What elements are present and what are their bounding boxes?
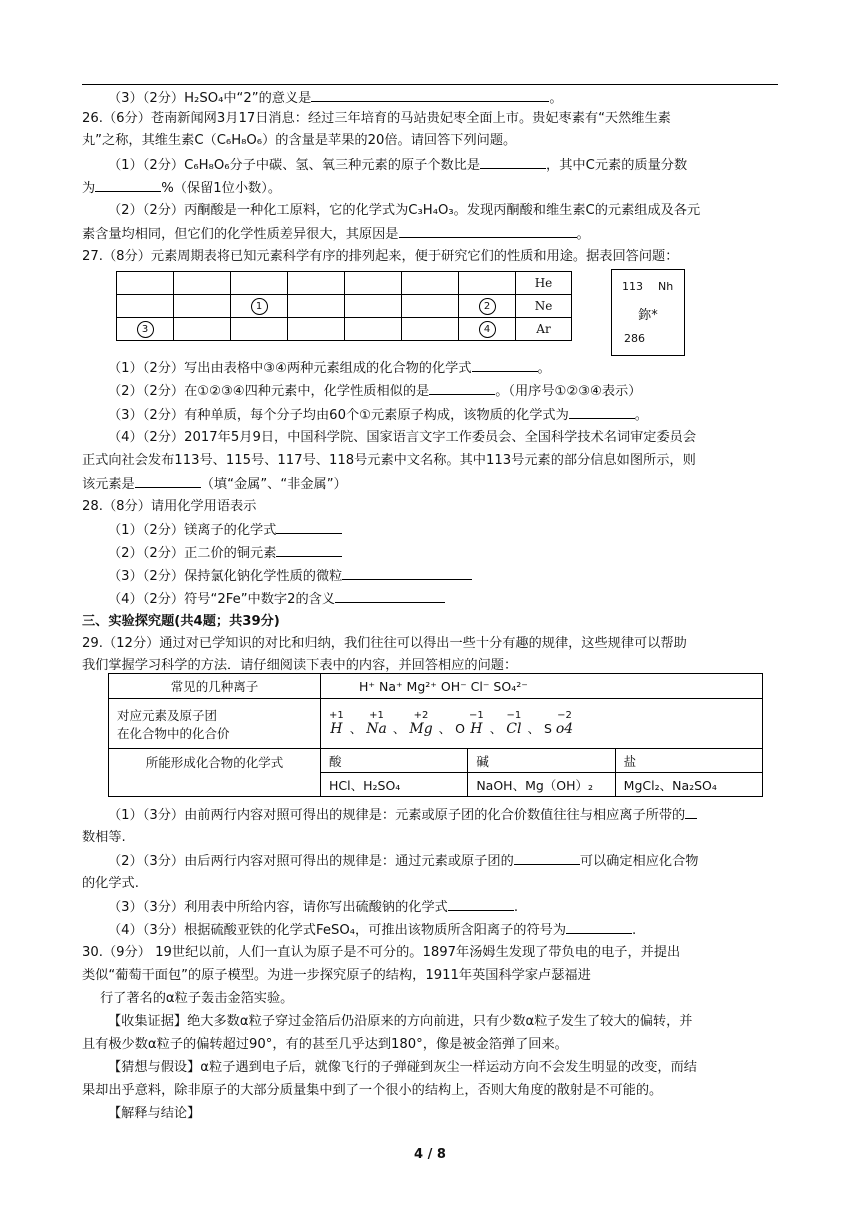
- col-salt: 盐: [615, 749, 762, 773]
- page-number: 4 / 8: [414, 1147, 446, 1162]
- q29-1-a: （1）（3分）由前两行内容对照可得出的规律是：元素或原子团的化合价数值往往与相应离子所带的: [108, 805, 697, 826]
- base-formulas: NaOH、Mg（OH）₂: [468, 773, 615, 797]
- q26-1-a: （1）（2分）C₆H₈O₆分子中碳、氢、氧三种元素的原子个数比是 ，其中C元素的质量分数: [108, 155, 687, 176]
- q26-stem-a: 26.（6分）苍南新闻网3月17日消息：经过三年培育的马站贵妃枣全面上市。贵妃枣素有“天然维生素: [82, 111, 671, 126]
- q26-2-a: （2）（2分）丙酮酸是一种化工原料，它的化学式为C₃H₄O₃。发现丙酮酸和维生素C的元素组成及各元: [108, 203, 701, 218]
- compound-row-head: 所能形成化合物的化学式: [109, 749, 321, 797]
- q30-h: 【解释与结论】: [108, 1106, 201, 1121]
- q27-2: （2）（2分）在①②③④四种元素中，化学性质相似的是 。（用序号①②③④表示）: [108, 381, 641, 402]
- element-ne: Ne: [516, 295, 572, 318]
- q27-3: （3）（2分）有种单质，每个分子均由60个①元素原子构成，该物质的化学式为 。: [108, 405, 648, 426]
- ion-table: [108, 673, 763, 797]
- atomic-mass: 286: [624, 332, 645, 345]
- q27-4-c: 该元素是 （填“金属”、“非金属”）: [82, 474, 347, 495]
- header-rule: [82, 84, 778, 85]
- mark-3: 3: [117, 318, 174, 341]
- q30-f: 【猜想与假设】α粒子遇到电子后，就像飞行的子弹碰到灰尘一样运动方向不会发生明显的改变，而结: [108, 1060, 697, 1075]
- q30-g: 果却出乎意料，除非原子的大部分质量集中到了一个很小的结构上，否则大角度的散射是不可能的。: [82, 1083, 663, 1098]
- q28-4: （4）（2分）符号“2Fe”中数字2的含义: [108, 589, 445, 610]
- col-acid: 酸: [321, 749, 468, 773]
- q28-1: （1）（2分）镁离子的化学式: [108, 520, 342, 541]
- mark-1: 1: [231, 295, 288, 318]
- acid-formulas: HCl、H₂SO₄: [321, 773, 468, 797]
- q27-1: （1）（2分）写出由表格中③④两种元素组成的化合物的化学式 。: [108, 358, 551, 379]
- periodic-table-fragment: [116, 271, 572, 341]
- ion-row-values: H⁺ Na⁺ Mg²⁺ OH⁻ Cl⁻ SO₄²⁻: [321, 674, 763, 699]
- col-base: 碱: [468, 749, 615, 773]
- element-name: 鉨*: [638, 308, 658, 323]
- q30-a: 30.（9分） 19世纪以前，人们一直认为原子是不可分的。1897年汤姆生发现了带负电的电子，并提出: [82, 945, 681, 960]
- q28-2: （2）（2分）正二价的铜元素: [108, 543, 342, 564]
- element-ar: Ar: [516, 318, 572, 341]
- atomic-number: 113: [622, 280, 643, 293]
- q29-2-b: 的化学式.: [82, 876, 139, 891]
- mark-4: 4: [459, 318, 516, 341]
- salt-formulas: MgCl₂、Na₂SO₄: [615, 773, 762, 797]
- q28-3: （3）（2分）保持氯化钠化学性质的微粒: [108, 566, 472, 587]
- valence-row-head: 对应元素及原子团 在化合物中的化合价: [109, 699, 321, 749]
- element-symbol: Nh: [658, 280, 674, 293]
- q29-1-b: 数相等.: [82, 830, 126, 845]
- element-he: He: [516, 272, 572, 295]
- section-3-title: 三、实验探究题(共4题；共39分): [82, 614, 280, 629]
- q29-4: （4）（3分）根据硫酸亚铁的化学式FeSO₄，可推出该物质所含阳离子的符号为 .: [108, 920, 636, 941]
- q28-stem: 28.（8分）请用化学用语表示: [82, 499, 257, 514]
- q27-4-b: 正式向社会发布113号、115号、117号、118号元素中文名称。其中113号元素的部分信息如图所示，则: [82, 453, 696, 468]
- q26-1-b: 为 %（保留1位小数）。: [82, 178, 281, 199]
- q29-stem-a: 29.（12分）通过对已学知识的对比和归纳，我们往往可以得出一些十分有趣的规律，这些规律可以帮助: [82, 636, 687, 651]
- q26-stem-b: 丸”之称，其维生素C（C₆H₈O₆）的含量是苹果的20倍。请回答下列问题。: [82, 133, 517, 148]
- q30-c: 行了著名的α粒子轰击金箔实验。: [100, 991, 294, 1006]
- q26-2-b: 素含量均相同，但它们的化学性质差异很大，其原因是 。: [82, 224, 590, 245]
- q30-b: 类似“葡萄干面包”的原子模型。为进一步探究原子的结构，1911年英国科学家卢瑟福进: [82, 968, 591, 983]
- q27-4-a: （4）（2分）2017年5月9日，中国科学院、国家语言文字工作委员会、全国科学技术名词审定委员会: [108, 430, 697, 445]
- ion-row-head: 常见的几种离子: [109, 674, 321, 699]
- q30-e: 且有极少数α粒子的偏转超过90°，有的甚至几乎达到180°，像是被金箔弹了回来。: [82, 1037, 568, 1052]
- q27-stem: 27.（8分）元素周期表将已知元素科学有序的排列起来，便于研究它们的性质和用途。据表回答问题：: [82, 249, 679, 264]
- valence-row-values: +1 H 、 +1 Na 、 +2 Mg 、 O −1 H 、 −1 Cl 、 S −2 o4: [321, 699, 763, 749]
- q29-3: （3）（3分）利用表中所给内容，请你写出硫酸钠的化学式 .: [108, 897, 518, 918]
- element-113-card: [611, 269, 685, 356]
- mark-2: 2: [459, 295, 516, 318]
- q29-2-a: （2）（3分）由后两行内容对照可得出的规律是：通过元素或原子团的 可以确定相应化合物: [108, 851, 699, 872]
- q29-stem-b: 我们掌握学习科学的方法．请仔细阅读下表中的内容，并回答相应的问题：: [82, 658, 518, 673]
- q30-d: 【收集证据】绝大多数α粒子穿过金箔后仍沿原来的方向前进，只有少数α粒子发生了较大的偏转，并: [108, 1014, 693, 1029]
- q25-3-line: （3）（2分）H₂SO₄中“2”的意义是 。: [108, 88, 563, 109]
